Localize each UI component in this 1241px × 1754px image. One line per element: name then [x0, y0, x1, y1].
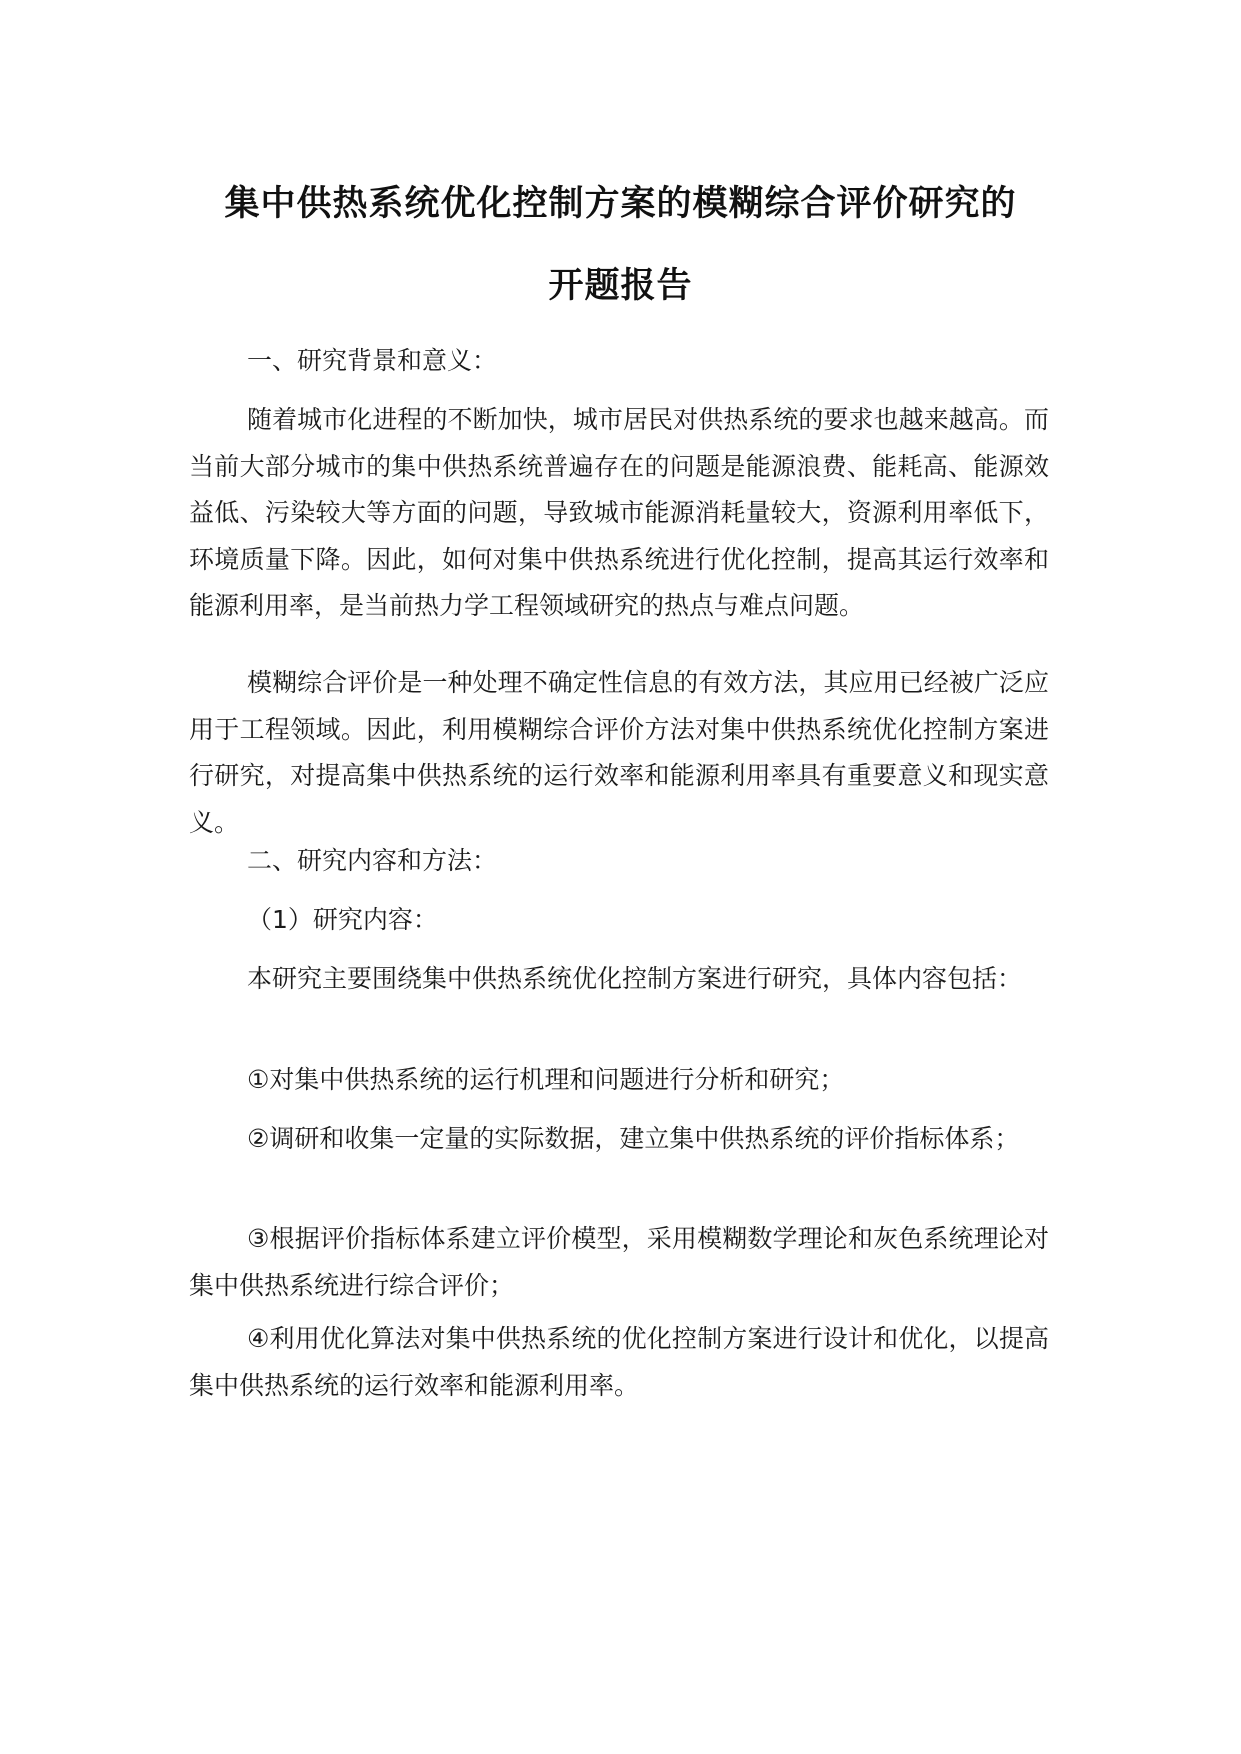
section-2: [189, 838, 1049, 885]
research-item-3-block: [189, 1216, 1049, 1309]
section-2-subheading: （1）研究内容：: [247, 905, 438, 934]
research-item-1-block: [189, 1057, 1049, 1104]
section-1-paragraph-2: 模糊综合评价是一种处理不确定性信息的有效方法，其应用已经被广泛应用于工程领域。因此，利用模糊综合评价方法对集中供热系统优化控制方案进行研究，对提高集中供热系统的运行效率和能源利用率具有重要意义和现实意义。: [189, 668, 1049, 837]
research-item-3: ③根据评价指标体系建立评价模型，采用模糊数学理论和灰色系统理论对集中供热系统进行综合评价；: [189, 1224, 1049, 1300]
section-1: [189, 338, 1049, 385]
section-1-paragraph-2-block: [189, 660, 1049, 846]
section-1-heading: 一、研究背景和意义：: [247, 346, 498, 375]
section-2-intro: 本研究主要围绕集中供热系统优化控制方案进行研究，具体内容包括：: [247, 964, 1023, 993]
research-item-2: ②调研和收集一定量的实际数据，建立集中供热系统的评价指标体系；: [247, 1124, 1020, 1153]
research-item-4: ④利用优化算法对集中供热系统的优化控制方案进行设计和优化，以提高集中供热系统的运行效率和能源利用率。: [189, 1324, 1049, 1400]
section-2-subheading-block: [189, 897, 1049, 944]
research-item-1: ①对集中供热系统的运行机理和问题进行分析和研究；: [247, 1065, 845, 1094]
document-title-line-2: 开题报告: [548, 266, 693, 306]
section-1-paragraph-1: 随着城市化进程的不断加快，城市居民对供热系统的要求也越来越高。而当前大部分城市的集中供热系统普遍存在的问题是能源浪费、能耗高、能源效益低、污染较大等方面的问题，导致城市能源消耗量较大，资源利用率低下，环境质量下降。因此，如何对集中供热系统进行优化控制，提高其运行效率和能源利用率，是当前热力学工程领域研究的热点与难点问题。: [189, 405, 1049, 620]
section-1-paragraph-1-block: [189, 397, 1049, 630]
section-2-intro-block: [189, 956, 1049, 1003]
research-item-4-block: [189, 1316, 1049, 1409]
section-2-heading: 二、研究内容和方法：: [247, 846, 498, 875]
research-item-2-block: [189, 1116, 1049, 1163]
document-title-line-1: 集中供热系统优化控制方案的模糊综合评价研究的: [224, 184, 1017, 224]
